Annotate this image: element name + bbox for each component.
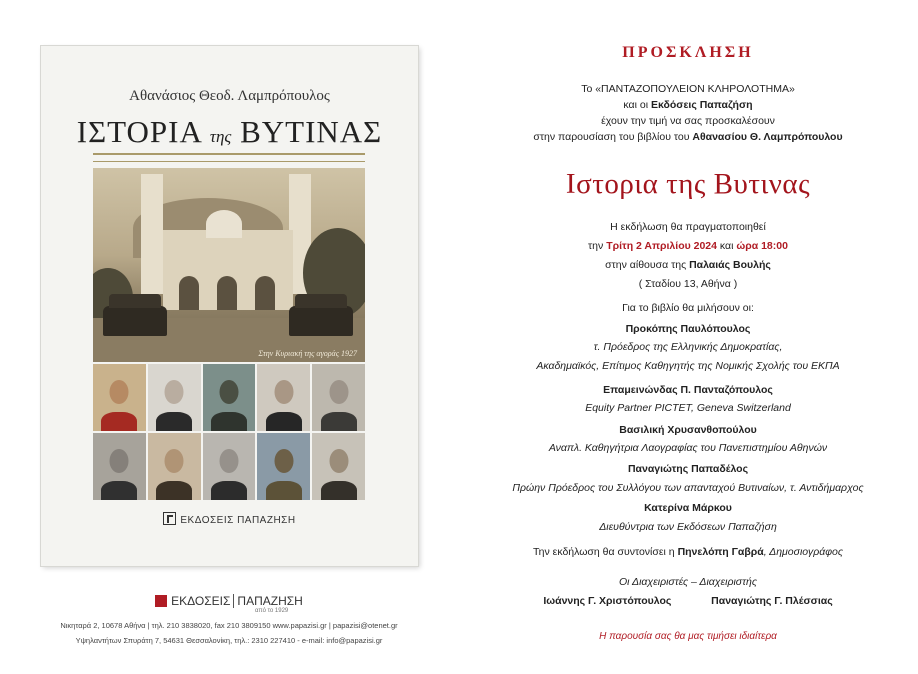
publisher-logo-icon [155,595,167,607]
speaker-name: Παναγιώτης Παπαδέλος [627,463,749,475]
cover-ornament-rule [93,153,365,162]
speaker-role: Equity Partner PICTET, Geneva Switzerland [585,402,791,414]
footer-logo-part-b: ΠΑΠΑΖΗΣΗ [237,594,303,608]
portrait [148,433,201,500]
cover-publisher [41,512,418,526]
church-photo [93,168,365,362]
photo-caption: Στην Κυριακή της αγοράς 1927 [258,349,357,358]
portrait [148,364,201,431]
trustees-label: Οι Διαχειριστές – Διαχειριστής [619,576,757,588]
cover-title [41,114,418,150]
portrait [312,364,365,431]
invitation-line-1: Το «ΠΑΝΤΑΖΟΠΟΥΛΕΙΟΝ ΚΛΗΡΟΛΟΤΗΜΑ» [581,83,795,95]
speaker-role: τ. Πρόεδρος της Ελληνικής Δημοκρατίας, [593,341,783,353]
footer-publisher-logo [0,594,458,608]
footer-address-1: Νικηταρά 2, 10678 Αθήνα | τηλ. 210 3838020, fax 210 3809150 www.papazisi.gr | papazisi@otenet.gr [60,621,398,630]
footer-address-2: Υψηλαντήτων Σπυράτη 7, 54631 Θεσσαλονίκη, τηλ.: 2310 227410 - e-mail: info@papazisi.gr [75,636,383,645]
cover-publisher-label: ΕΚΔΟΣΕΙΣ ΠΑΠΑΖΗΣΗ [180,515,296,526]
speaker-name: Βασιλική Χρυσανθοπούλου [619,424,757,436]
invitation-heading: ΠΡΟΣΚΛΗΣΗ [622,44,754,61]
event-venue: στην αίθουσα της Παλαιάς Βουλής [605,259,771,271]
speaker-role: Πρώην Πρόεδρος του Συλλόγου των απανταχού Βυτιναίων, τ. Αντιδήμαρχος [512,482,864,494]
event-intro: Η εκδήλωση θα πραγματοποιηθεί [610,221,766,233]
speakers-intro: Για το βιβλίο θα μιλήσουν οι: [622,302,754,314]
trustee-1: Ιωάννης Γ. Χριστόπουλος [543,595,672,607]
portrait [203,364,256,431]
invitation-line-2: και οι Εκδόσεις Παπαζήση [623,99,753,111]
speaker-name: Προκόπης Παυλόπουλος [625,323,751,335]
portrait [257,364,310,431]
trustees-names [468,595,908,607]
book-title: Ιστορια της Βυτινας [565,168,811,200]
invitation-line-3: έχουν την τιμή να σας προσκαλέσουν [601,115,775,127]
cover-title-part-b: της [209,127,232,146]
portrait [93,364,146,431]
event-address: ( Σταδίου 13, Αθήνα ) [638,278,738,290]
portrait [312,433,365,500]
cover-title-part-c: ΒΥΤΙΝΑΣ [240,114,383,149]
speaker-role: Αναπλ. Καθηγήτρια Λαογραφίας του Πανεπιστημίου Αθηνών [548,442,828,454]
closing-note: Η παρουσία σας θα μας τιμήσει ιδιαίτερα [599,631,777,642]
portrait [203,433,256,500]
speaker-name: Κατερίνα Μάρκου [644,502,732,514]
portrait [257,433,310,500]
cover-author: Αθανάσιος Θεοδ. Λαμπρόπουλος [129,88,330,104]
event-date: την Τρίτη 2 Απριλίου 2024 και ώρα 18:00 [588,240,788,252]
trustee-2: Παναγιώτης Γ. Πλέσσιας [711,595,833,607]
cover-title-part-a: ΙΣΤΟΡΙΑ [76,114,202,149]
speaker-name: Επαμεινώνδας Π. Πανταζόπουλος [603,384,773,396]
invitation-line-4: στην παρουσίαση του βιβλίου του Αθανασίου Θ. Λαμπρόπουλου [533,131,843,143]
speaker-role: Διευθύντρια των Εκδόσεων Παπαζήση [599,521,777,533]
speaker-role: Ακαδημαϊκός, Επίτιμος Καθηγητής της Νομικής Σχολής του ΕΚΠΑ [536,360,840,372]
footer-since: από το 1929 [255,608,289,614]
portrait-grid [93,364,365,500]
portrait [93,433,146,500]
book-cover [41,46,418,566]
event-coordinator: Την εκδήλωση θα συντονίσει η Πηνελόπη Γαβρά, Δημοσιογράφος [533,546,843,558]
publisher-logo-icon [163,512,176,525]
footer-logo-part-a: ΕΚΔΟΣΕΙΣ [171,594,231,608]
